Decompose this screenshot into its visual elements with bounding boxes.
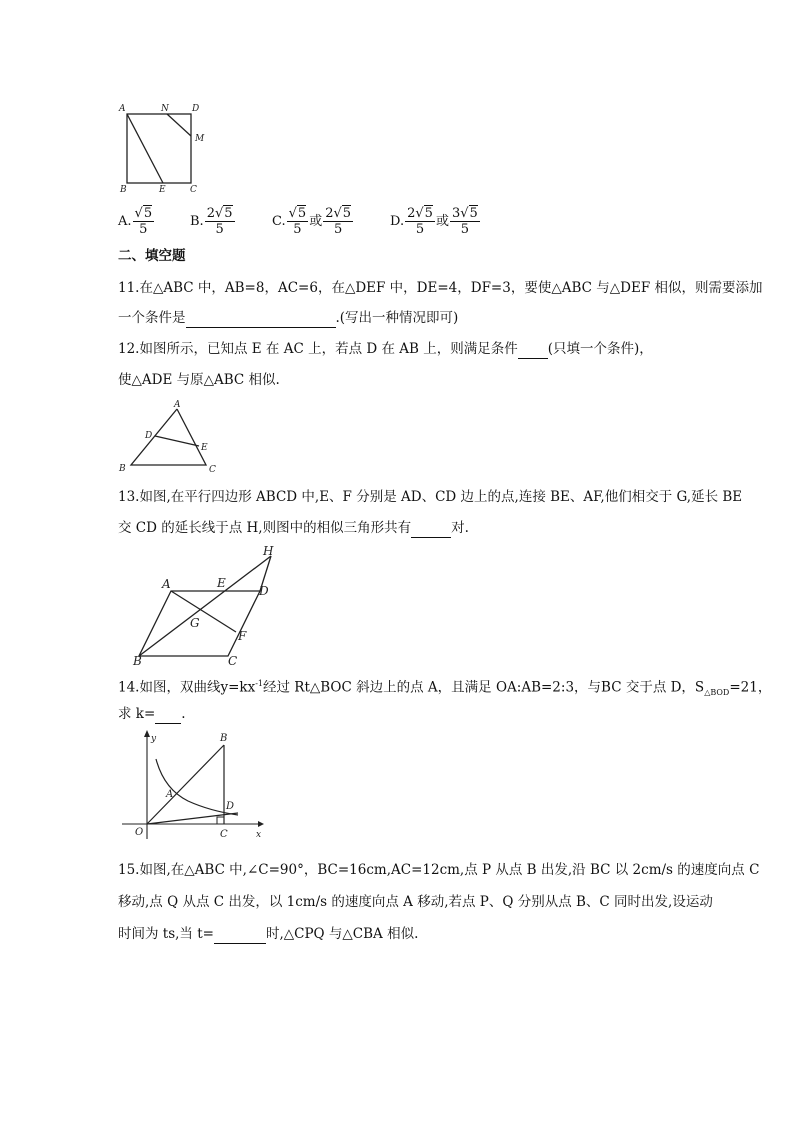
label-h: H — [263, 544, 274, 558]
q14-answer-blank[interactable] — [155, 709, 181, 724]
option-b[interactable]: B. $\frac{2√5}{5}$ — [190, 206, 233, 237]
label-a: A — [174, 400, 181, 410]
label-x: x — [256, 830, 262, 840]
option-a[interactable]: A. $\frac{√5}{5}$ — [118, 206, 153, 237]
segment-ob — [147, 745, 224, 824]
figure-parallelogram — [125, 540, 285, 668]
label-a: A — [119, 104, 126, 114]
label-b: B — [133, 654, 142, 668]
figure-square-abcd — [115, 100, 215, 195]
section-title: 二、填空题 — [118, 248, 186, 264]
label-d: D — [259, 584, 269, 598]
q12-line1: 12.如图所示，已知点 E 在 AC 上，若点 D 在 AB 上，则满足条件 (只填一个条件)， — [118, 341, 653, 357]
q14-line1: 14.如图，双曲线$y=kx^{-1}$经过 Rt△BOC 斜边上的点 A，且满足 OA:AB=2:3，与BC 交于点 D，$S_{\triangle BOD}=21$， — [118, 679, 772, 698]
q13-line1: 13.如图,在平行四边形 ABCD 中,E、F 分别是 AD、CD 边上的点,连接 BE、AF,他们相交于 G,延长 BE — [118, 489, 743, 505]
label-b: B — [119, 464, 126, 474]
option-d[interactable]: D. $\frac{2√5}{5}$ 或 $\frac{3√5}{5}$ — [390, 206, 478, 237]
square — [127, 114, 191, 183]
segment-nm — [167, 114, 191, 136]
label-d: D — [226, 801, 235, 812]
label-g: G — [190, 616, 200, 630]
q13-line2: 交 CD 的延长线于点 H,则图中的相似三角形共有 对. — [118, 520, 469, 536]
figure-triangle-ade — [115, 398, 225, 478]
label-b: B — [120, 185, 127, 195]
segment-af — [171, 591, 236, 632]
q12-line2: 使△ADE 与原△ABC 相似. — [118, 372, 280, 388]
x-axis-arrow — [258, 821, 264, 827]
label-b: B — [220, 733, 228, 744]
q15-line1: 15.如图,在△ABC 中,∠C=90°，BC=16cm,AC=12cm,点 P 从点 B 出发,沿 BC 以 2cm/s 的速度向点 C — [118, 862, 760, 878]
label-c: C — [220, 829, 228, 840]
q15-line2: 移动,点 Q 从点 C 出发，以 1cm/s 的速度向点 A 移动,若点 P、Q 分别从点 B、C 同时出发,设运动 — [118, 894, 713, 910]
q12-answer-blank[interactable] — [518, 344, 548, 359]
label-c: C — [209, 465, 216, 475]
label-a: A — [166, 789, 174, 800]
label-m: M — [195, 134, 205, 144]
q15-answer-blank[interactable] — [214, 929, 266, 944]
triangle-abc — [131, 409, 206, 465]
label-e: E — [159, 185, 166, 195]
q15-line3: 时间为 ts,当 t= 时,△CPQ 与△CBA 相似. — [118, 926, 419, 942]
label-d: D — [145, 431, 153, 441]
label-c: C — [190, 185, 197, 195]
label-o: O — [135, 827, 144, 838]
y-axis-arrow — [144, 730, 150, 737]
q13-answer-blank[interactable] — [411, 523, 451, 538]
label-y: y — [151, 734, 157, 744]
label-a: A — [162, 577, 171, 591]
segment-bh — [139, 556, 271, 656]
label-d: D — [192, 104, 200, 114]
label-c: C — [228, 654, 238, 668]
option-c[interactable]: C. $\frac{√5}{5}$ 或 $\frac{2√5}{5}$ — [272, 206, 352, 237]
label-f: F — [238, 629, 247, 643]
right-angle-mark — [217, 817, 224, 824]
label-n: N — [161, 104, 169, 114]
label-e: E — [201, 443, 208, 453]
q11-line1: 11.在△ABC 中，AB=8，AC=6，在△DEF 中，DE=4，DF=3，要使△ABC 与△DEF 相似，则需要添加 — [118, 280, 763, 296]
q11-line2: 一个条件是 .(写出一种情况即可) — [118, 310, 459, 326]
figure-hyperbola — [118, 727, 268, 842]
segment-ae — [127, 114, 163, 183]
q11-answer-blank[interactable] — [186, 313, 336, 328]
label-e: E — [217, 576, 226, 590]
q14-line2: 求 k= . — [118, 706, 186, 722]
